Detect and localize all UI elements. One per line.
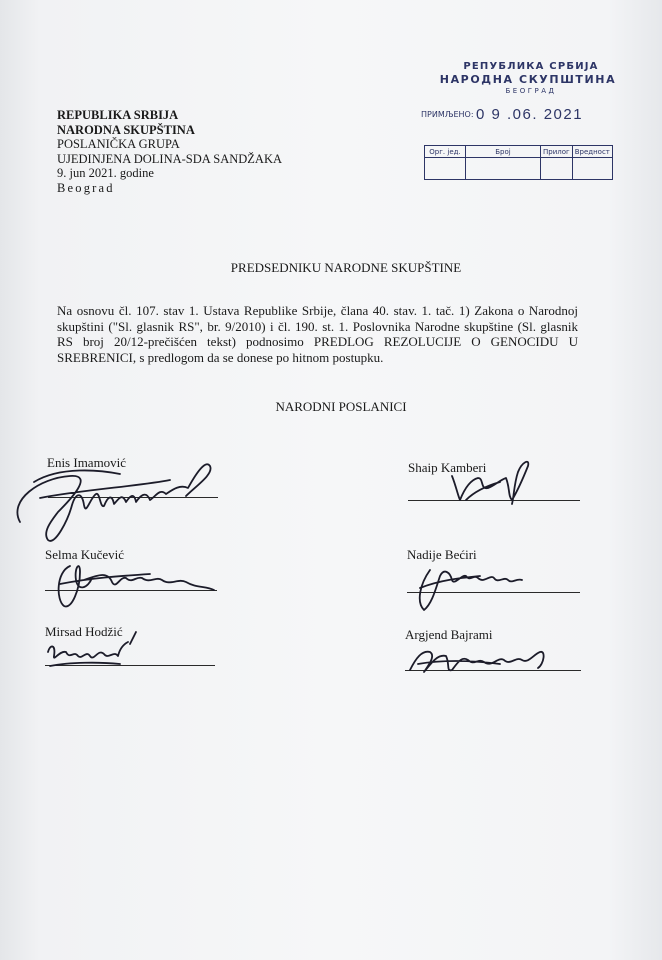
signature-shaip-kamberi: [452, 462, 528, 504]
letterhead-assembly: NARODNA SKUPŠTINA: [57, 122, 195, 137]
stamp-col-number: Број: [466, 146, 541, 158]
signatories-title: NARODNI POSLANICI: [275, 399, 407, 414]
letterhead-city: Beograd: [57, 180, 115, 195]
stamp-col-value: Вредност: [572, 146, 612, 158]
signatory-name-6: Argjend Bajrami: [405, 627, 493, 642]
stamp-received-label: ПРИМЉЕНО:: [421, 110, 474, 119]
stamp-col-org: Орг. јед.: [425, 146, 466, 158]
signature-argjend-bajrami: [410, 652, 544, 672]
signature-enis-imamovic: [17, 464, 210, 541]
signature-selma-kucevic: [59, 566, 214, 606]
letterhead-republic: REPUBLIKA SRBIJA: [57, 108, 179, 122]
signature-mirsad-hodzic: [48, 632, 136, 666]
stamp-line-city: БЕОГРАД: [505, 87, 557, 95]
stamp-col-attachment: Прилог: [541, 146, 573, 158]
letterhead-group-name: UJEDINJENA DOLINA-SDA SANDŽAKA: [57, 151, 282, 166]
signatory-name-4: Shaip Kamberi: [408, 460, 487, 475]
signatory-name-5: Nadije Bećiri: [407, 547, 477, 562]
stamp-received-date: 0 9 .06. 2021: [476, 106, 584, 123]
signature-nadije-beciri: [420, 570, 522, 610]
signatory-name-2: Selma Kučević: [45, 547, 125, 562]
stamp-line-republic: РЕПУБЛИКА СРБИЈА: [463, 61, 599, 72]
signatory-name-1: Enis Imamović: [47, 455, 127, 470]
stamp-line-assembly: НАРОДНА СКУПШТИНА: [439, 73, 617, 86]
letterhead-date: 9. jun 2021. godine: [57, 166, 154, 181]
addressee: PREDSEDNIKU NARODNE SKUPŠTINE: [230, 260, 462, 275]
signatory-name-3: Mirsad Hodžić: [45, 624, 123, 639]
body-paragraph: Na osnovu čl. 107. stav 1. Ustava Republike Srbije, člana 40. stav. 1. tač. 1) Zakona o Narodnoj skupštini ("Sl. glasnik RS", br. 9/2010) i čl. 190. st. 1. Poslovnika Narodne skupštine (Sl. glasnik RS broj 20/12-prečišćen tekst) podnosimo PREDLOG REZOLUCIJE O GENOCIDU U SREBRENICI, s predlogom da se donese po hitnom postupku.: [57, 303, 578, 365]
letterhead-group-label: POSLANIČKA GRUPA: [57, 137, 180, 152]
